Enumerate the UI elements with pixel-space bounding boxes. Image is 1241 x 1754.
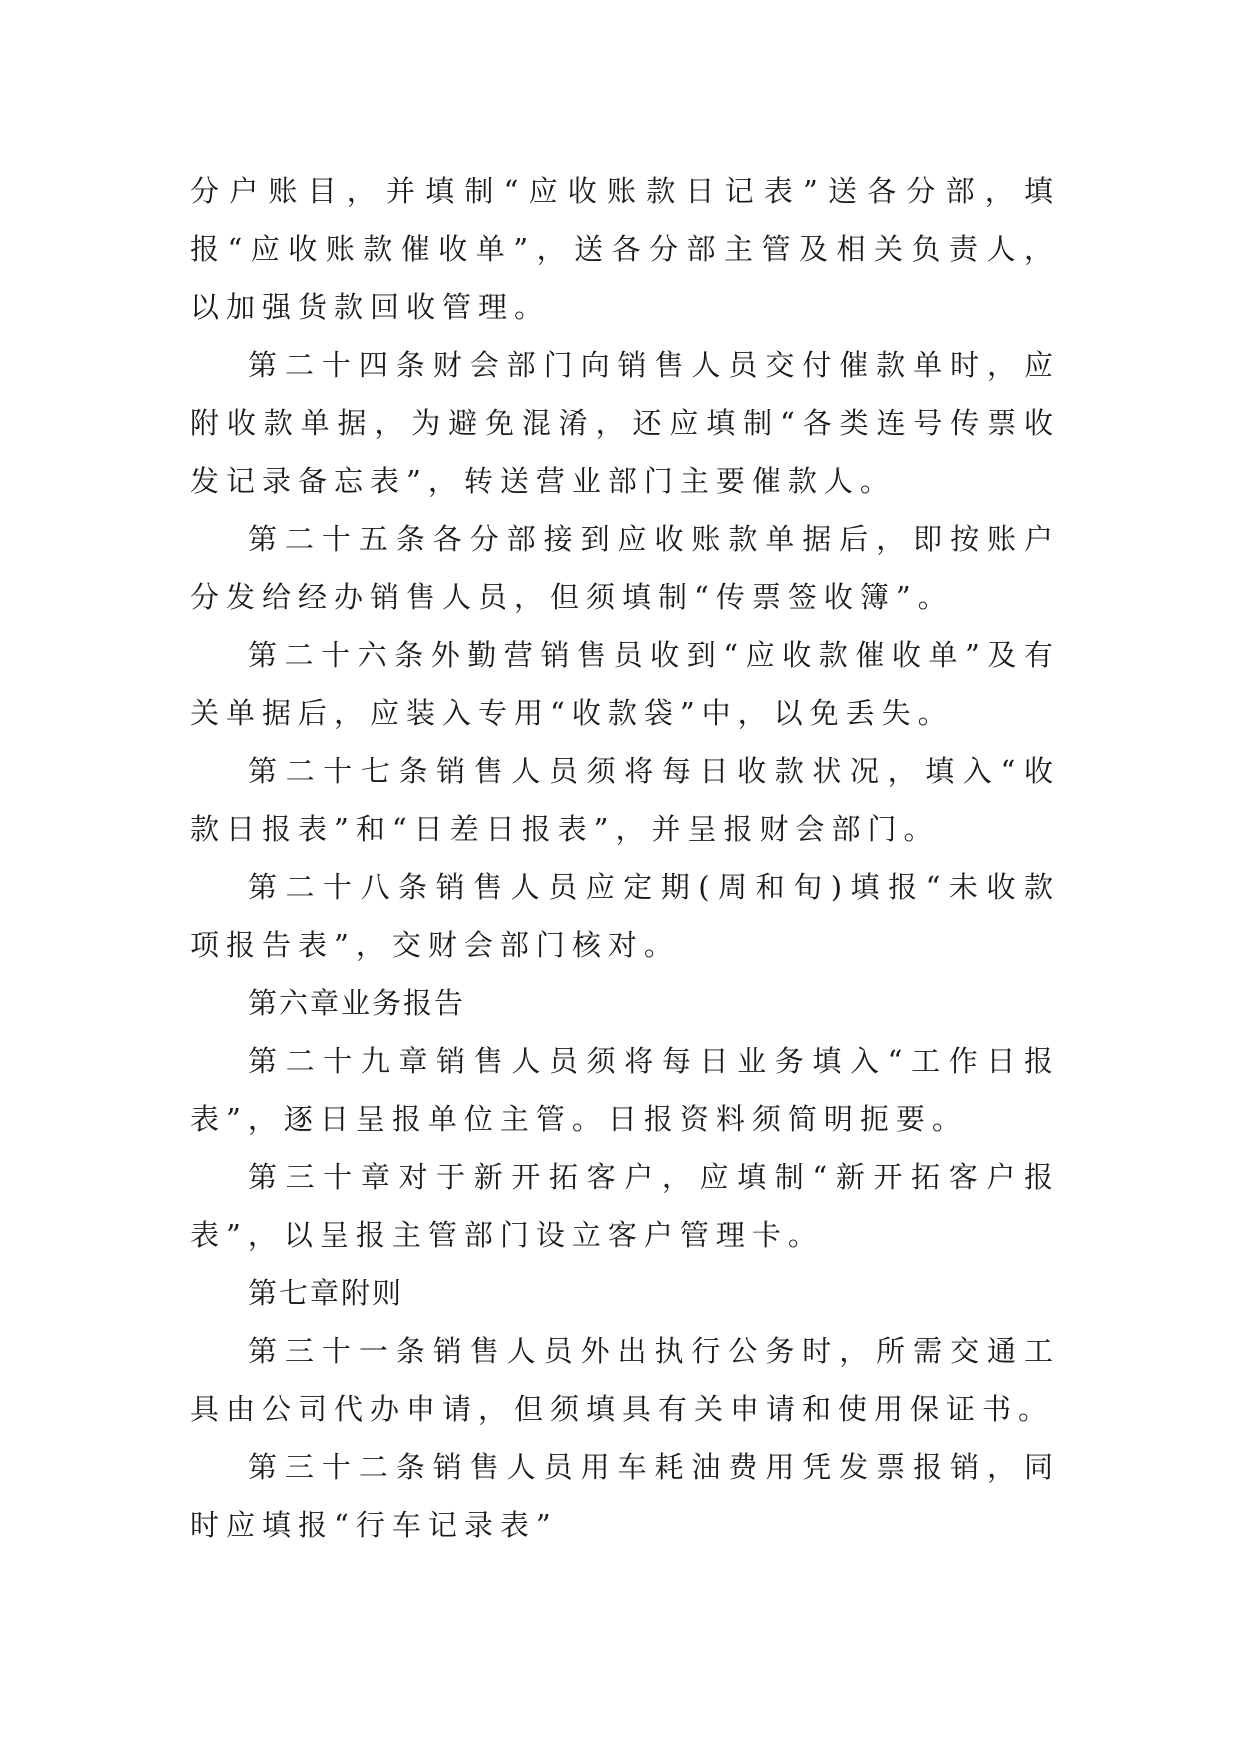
article-30: 第三十章对于新开拓客户，应填制“新开拓客户报表”，以呈报主管部门设立客户管理卡。 bbox=[190, 1160, 1060, 1252]
article-32: 第三十二条销售人员用车耗油费用凭发票报销，同时应填报“行车记录表” bbox=[190, 1450, 1060, 1542]
document-body bbox=[190, 162, 1060, 1554]
chapter-7-heading: 第七章附则 bbox=[248, 1276, 404, 1310]
chapter-6-heading: 第六章业务报告 bbox=[248, 986, 466, 1020]
article-24: 第二十四条财会部门向销售人员交付催款单时，应附收款单据，为避免混淆，还应填制“各类连号传票收发记录备忘表”，转送营业部门主要催款人。 bbox=[190, 348, 1060, 498]
article-31: 第三十一条销售人员外出执行公务时，所需交通工具由公司代办申请，但须填具有关申请和使用保证书。 bbox=[190, 1334, 1060, 1426]
article-29: 第二十九章销售人员须将每日业务填入“工作日报表”，逐日呈报单位主管。日报资料须简明扼要。 bbox=[190, 1044, 1060, 1136]
paragraph-continuation: 分户账目，并填制“应收账款日记表”送各分部，填报“应收账款催收单”，送各分部主管及相关负责人，以加强货款回收管理。 bbox=[190, 174, 1060, 324]
article-26: 第二十六条外勤营销售员收到“应收款催收单”及有关单据后，应装入专用“收款袋”中，以免丢失。 bbox=[190, 638, 1060, 730]
article-25: 第二十五条各分部接到应收账款单据后，即按账户分发给经办销售人员，但须填制“传票签收簿”。 bbox=[190, 522, 1060, 614]
article-27: 第二十七条销售人员须将每日收款状况，填入“收款日报表”和“日差日报表”，并呈报财会部门。 bbox=[190, 754, 1060, 846]
article-28: 第二十八条销售人员应定期(周和旬)填报“未收款项报告表”，交财会部门核对。 bbox=[190, 870, 1060, 962]
